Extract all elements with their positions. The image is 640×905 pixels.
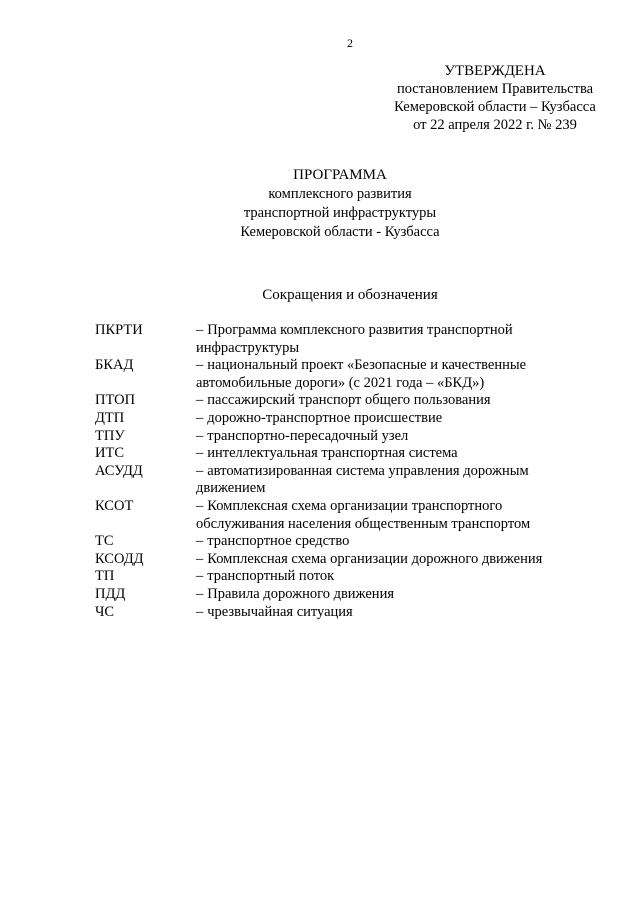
approval-title: УТВЕРЖДЕНА [444, 63, 546, 79]
program-subtitle-line: транспортной инфраструктуры [243, 205, 437, 221]
definition-dash: – [196, 585, 204, 602]
abbreviation-term: КСОДД [95, 550, 144, 567]
definition-text: транспортно-пересадочный узел [207, 427, 409, 444]
definition-dash: – [196, 357, 204, 374]
definition-line [196, 533, 575, 551]
definition-line [196, 357, 575, 375]
definition-text: пассажирский транспорт общего пользования [207, 392, 491, 409]
abbreviation-term: ПКРТИ [95, 322, 143, 338]
definition-text: обслуживания населения общественным транспортом [196, 515, 531, 532]
abbreviation-row [95, 322, 575, 357]
abbreviation-term: ПДД [95, 585, 126, 602]
abbreviation-term: ТС [95, 533, 114, 550]
abbreviation-definition [196, 463, 575, 498]
abbreviation-row [95, 604, 575, 622]
definition-line [196, 516, 575, 534]
abbreviation-row [95, 410, 575, 428]
definition-dash: – [196, 392, 204, 409]
program-subtitle-line: комплексного развития [268, 186, 412, 202]
abbreviation-row [95, 568, 575, 586]
abbreviation-term: ПТОП [95, 392, 136, 409]
definition-line [196, 322, 575, 340]
definition-line [196, 463, 575, 481]
definition-dash: – [196, 445, 204, 462]
abbreviations-heading: Сокращения и обозначения [262, 287, 438, 303]
abbreviation-row [95, 551, 575, 569]
definition-dash: – [196, 603, 204, 620]
definition-text: транспортное средство [207, 533, 350, 550]
abbreviation-row [95, 586, 575, 604]
definition-text: движением [196, 480, 266, 497]
definition-line [196, 551, 575, 569]
definition-text: дорожно-транспортное происшествие [207, 409, 443, 426]
abbreviation-row [95, 357, 575, 392]
definition-text: Комплексная схема организации транспортного [207, 497, 503, 514]
abbreviation-definition [196, 498, 575, 533]
abbreviation-definition [196, 551, 575, 569]
definition-line [196, 375, 575, 393]
abbreviation-term: ТПУ [95, 427, 125, 444]
abbreviation-row [95, 392, 575, 410]
abbreviation-term: БКАД [95, 357, 134, 374]
definition-line [196, 586, 575, 604]
abbreviation-definition [196, 410, 575, 428]
abbreviation-row [95, 445, 575, 463]
definition-dash: – [196, 533, 204, 550]
definition-dash: – [196, 409, 204, 426]
definition-line [196, 568, 575, 586]
definition-line [196, 604, 575, 622]
approval-line: от 22 апреля 2022 г. № 239 [413, 117, 577, 133]
definition-line [196, 480, 575, 498]
abbreviation-term: АСУДД [95, 462, 143, 479]
definition-text: автомобильные дороги» (с 2021 года – «БКД») [196, 374, 485, 391]
definition-dash: – [196, 497, 204, 514]
definition-text: национальный проект «Безопасные и качественные [207, 357, 527, 374]
abbreviation-definition [196, 568, 575, 586]
approval-block [370, 62, 620, 134]
definition-dash: – [196, 322, 204, 338]
definition-line [196, 498, 575, 516]
program-title-block [190, 166, 490, 242]
definition-dash: – [196, 568, 204, 585]
definition-text: Комплексная схема организации дорожного движения [207, 550, 543, 567]
abbreviation-row [95, 498, 575, 533]
definition-text: Программа комплексного развития транспортной [207, 322, 513, 338]
abbreviation-definition [196, 322, 575, 357]
definition-text: автоматизированная система управления дорожным [207, 462, 529, 479]
abbreviation-row [95, 533, 575, 551]
abbreviation-term: ЧС [95, 603, 115, 620]
abbreviation-definition [196, 533, 575, 551]
abbreviation-term: ДТП [95, 409, 125, 426]
definition-text: инфраструктуры [196, 339, 300, 356]
abbreviation-definition [196, 428, 575, 446]
program-subtitle-line: Кемеровской области - Кузбасса [240, 224, 440, 240]
abbreviation-term: ИТС [95, 445, 124, 462]
abbreviation-definition [196, 586, 575, 604]
abbreviation-definition [196, 604, 575, 622]
definition-line [196, 428, 575, 446]
abbreviation-term: КСОТ [95, 497, 134, 514]
definition-line [196, 340, 575, 358]
definition-text: интеллектуальная транспортная система [207, 445, 458, 462]
definition-dash: – [196, 427, 204, 444]
definition-text: чрезвычайная ситуация [207, 603, 353, 620]
abbreviation-row [95, 463, 575, 498]
definition-dash: – [196, 462, 204, 479]
abbreviation-definition [196, 392, 575, 410]
abbreviation-row [95, 428, 575, 446]
program-title: ПРОГРАММА [293, 167, 387, 183]
abbreviation-definition [196, 445, 575, 463]
definition-line [196, 410, 575, 428]
abbreviations-list [95, 322, 575, 621]
approval-line: постановлением Правительства [396, 81, 594, 97]
abbreviation-definition [196, 357, 575, 392]
definition-text: транспортный поток [207, 568, 335, 585]
definition-line [196, 392, 575, 410]
page-number: 2 [347, 36, 353, 50]
approval-line: Кемеровской области – Кузбасса [394, 99, 596, 115]
definition-line [196, 445, 575, 463]
definition-text: Правила дорожного движения [207, 585, 395, 602]
definition-dash: – [196, 550, 204, 567]
abbreviation-term: ТП [95, 568, 115, 585]
